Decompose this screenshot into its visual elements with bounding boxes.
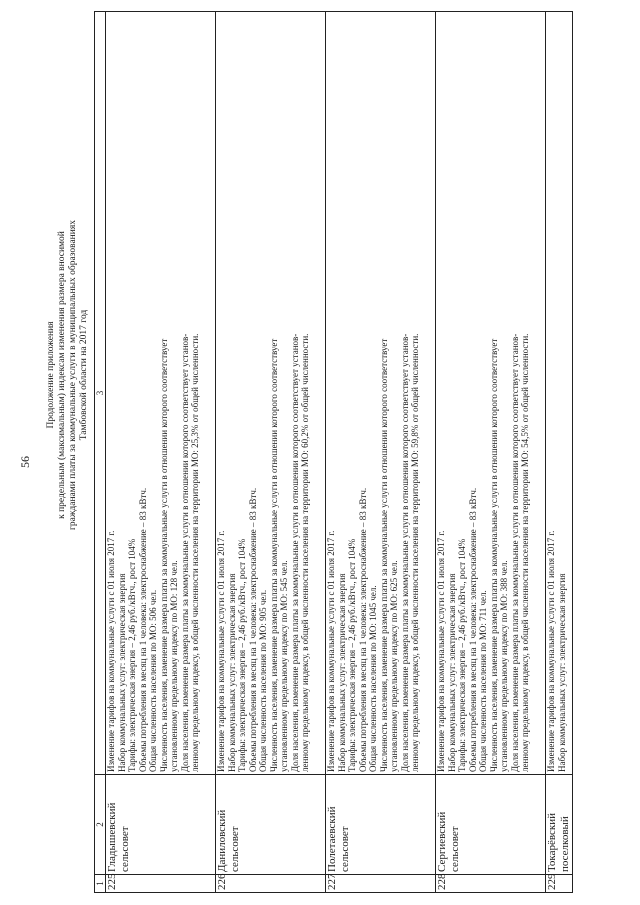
row-number: 229 [546, 875, 573, 893]
municipality-name: Сергиевский сельсовет [436, 775, 546, 875]
tariff-details [546, 12, 573, 775]
detail-line: Изменение тарифов на коммунальные услуги с 01 июля 2017 г. [546, 530, 556, 772]
detail-line: Изменение тарифов на коммунальные услуги с 01 июля 2017 г. [216, 530, 226, 772]
tariff-details [106, 12, 216, 775]
detail-line: Объемы потребления в месяц на 1 человека: электроснабжение – 83 кВтч. [137, 487, 148, 772]
municipality-name: Токарёвский поселковый [546, 775, 573, 875]
row-number: 226 [216, 875, 326, 893]
detail-line: Объемы потребления в месяц на 1 человека: электроснабжение – 83 кВтч. [467, 487, 478, 772]
table-row [106, 12, 216, 893]
column-header-3: 3 [95, 12, 106, 775]
detail-line: Общая численность населения по МО: 711 чел. [478, 590, 488, 772]
indices-table [94, 11, 573, 893]
municipality-name: Полетаевский сельсовет [326, 775, 436, 875]
detail-line: Общая численность населения по МО: 1045 чел. [368, 585, 378, 772]
row-number: 225 [106, 875, 216, 893]
row-number: 228 [436, 875, 546, 893]
detail-line: Набор коммунальных услуг: электрическая энергия [556, 573, 567, 772]
header-line-4: Тамбовской области на 2017 год [79, 309, 89, 441]
detail-line: установленному предельному индексу по МО: 545 чел. [279, 560, 289, 772]
detail-line: Набор коммунальных услуг: электрическая энергия [116, 573, 127, 772]
header-line-1: Продолжение приложения [46, 321, 56, 429]
header-line-3: гражданами платы за коммунальные услуги в муниципальных образованиях [68, 220, 78, 530]
detail-line: Общая численность населения по МО: 905 чел. [258, 589, 268, 772]
detail-line: ленному предельному индексу, в общей численности населения на территории МО: 59,8% от общей численности. [410, 333, 420, 772]
detail-line: Набор коммунальных услуг: электрическая энергия [446, 573, 457, 772]
table-row [436, 12, 546, 893]
detail-line: ленному предельному индексу, в общей численности населения на территории МО: 60,2% от общей численности. [300, 333, 310, 772]
tariff-details [436, 12, 546, 775]
detail-line: Доля населения, изменение размера платы за коммунальные услуги в отношении которого соответствует установ- [289, 333, 300, 772]
detail-line: Изменение тарифов на коммунальные услуги с 01 июля 2017 г. [326, 530, 336, 772]
detail-line: Тарифы: электрическая энергия – 2,46 руб./кВтч., рост 104% [237, 538, 247, 772]
detail-line: ленному предельному индексу, в общей численности населения на территории МО: 25,3% от общей численности. [190, 333, 200, 772]
header-line-2: к предельным (максимальным) индексам изменения размера вносимой [57, 231, 67, 519]
detail-line: Доля населения, изменение размера платы за коммунальные услуги в отношении которого соответствует установ- [179, 333, 190, 772]
column-header-2: 2 [95, 775, 106, 875]
table-row [326, 12, 436, 893]
detail-line: Объемы потребления в месяц на 1 человека: электроснабжение – 83 кВтч. [357, 487, 368, 772]
row-number: 227 [326, 875, 436, 893]
detail-line: Численность населения, изменение размера платы за коммунальные услуги в отношении которого соответствует [488, 338, 499, 772]
detail-line: Тарифы: электрическая энергия – 2,46 руб./кВтч., рост 104% [457, 538, 467, 772]
table-row [216, 12, 326, 893]
detail-line: Тарифы: электрическая энергия – 2,46 руб./кВтч., рост 104% [127, 538, 137, 772]
tariff-details [326, 12, 436, 775]
tariff-details [216, 12, 326, 775]
detail-line: Изменение тарифов на коммунальные услуги с 01 июля 2017 г. [436, 530, 446, 772]
column-header-1: 1 [95, 875, 106, 893]
detail-line: Тарифы: электрическая энергия – 2,46 руб./кВтч., рост 104% [347, 538, 357, 772]
document-header [46, 25, 90, 725]
detail-line: ленному предельному индексу, в общей численности населения на территории МО: 54,5% от общей численности. [520, 333, 530, 772]
detail-line: Набор коммунальных услуг: электрическая энергия [336, 573, 347, 772]
detail-line: установленному предельному индексу по МО: 388 чел. [499, 560, 509, 772]
detail-line: Численность населения, изменение размера платы за коммунальные услуги в отношении которого соответствует [268, 338, 279, 772]
detail-line: Доля населения, изменение размера платы за коммунальные услуги в отношении которого соответствует установ- [509, 333, 520, 772]
municipality-name: Гладышевский сельсовет [106, 775, 216, 875]
detail-line: Численность населения, изменение размера платы за коммунальные услуги в отношении которого соответствует [158, 338, 169, 772]
detail-line: установленному предельному индексу по МО: 625 чел. [389, 560, 399, 772]
detail-line: Численность населения, изменение размера платы за коммунальные услуги в отношении которого соответствует [378, 338, 389, 772]
detail-line: Общая численность населения по МО: 506 чел. [148, 589, 158, 772]
column-number-row [95, 12, 106, 893]
page-number: 56 [18, 456, 32, 468]
table-body [106, 12, 573, 893]
detail-line: Набор коммунальных услуг: электрическая энергия [226, 573, 237, 772]
detail-line: Доля населения, изменение размера платы за коммунальные услуги в отношении которого соответствует установ- [399, 333, 410, 772]
table-row [546, 12, 573, 893]
detail-line: Изменение тарифов на коммунальные услуги с 01 июля 2017 г. [106, 530, 116, 772]
detail-line: установленному предельному индексу по МО: 128 чел. [169, 560, 179, 772]
detail-line: Объемы потребления в месяц на 1 человека: электроснабжение – 83 кВтч. [247, 487, 258, 772]
municipality-name: Даниловский сельсовет [216, 775, 326, 875]
